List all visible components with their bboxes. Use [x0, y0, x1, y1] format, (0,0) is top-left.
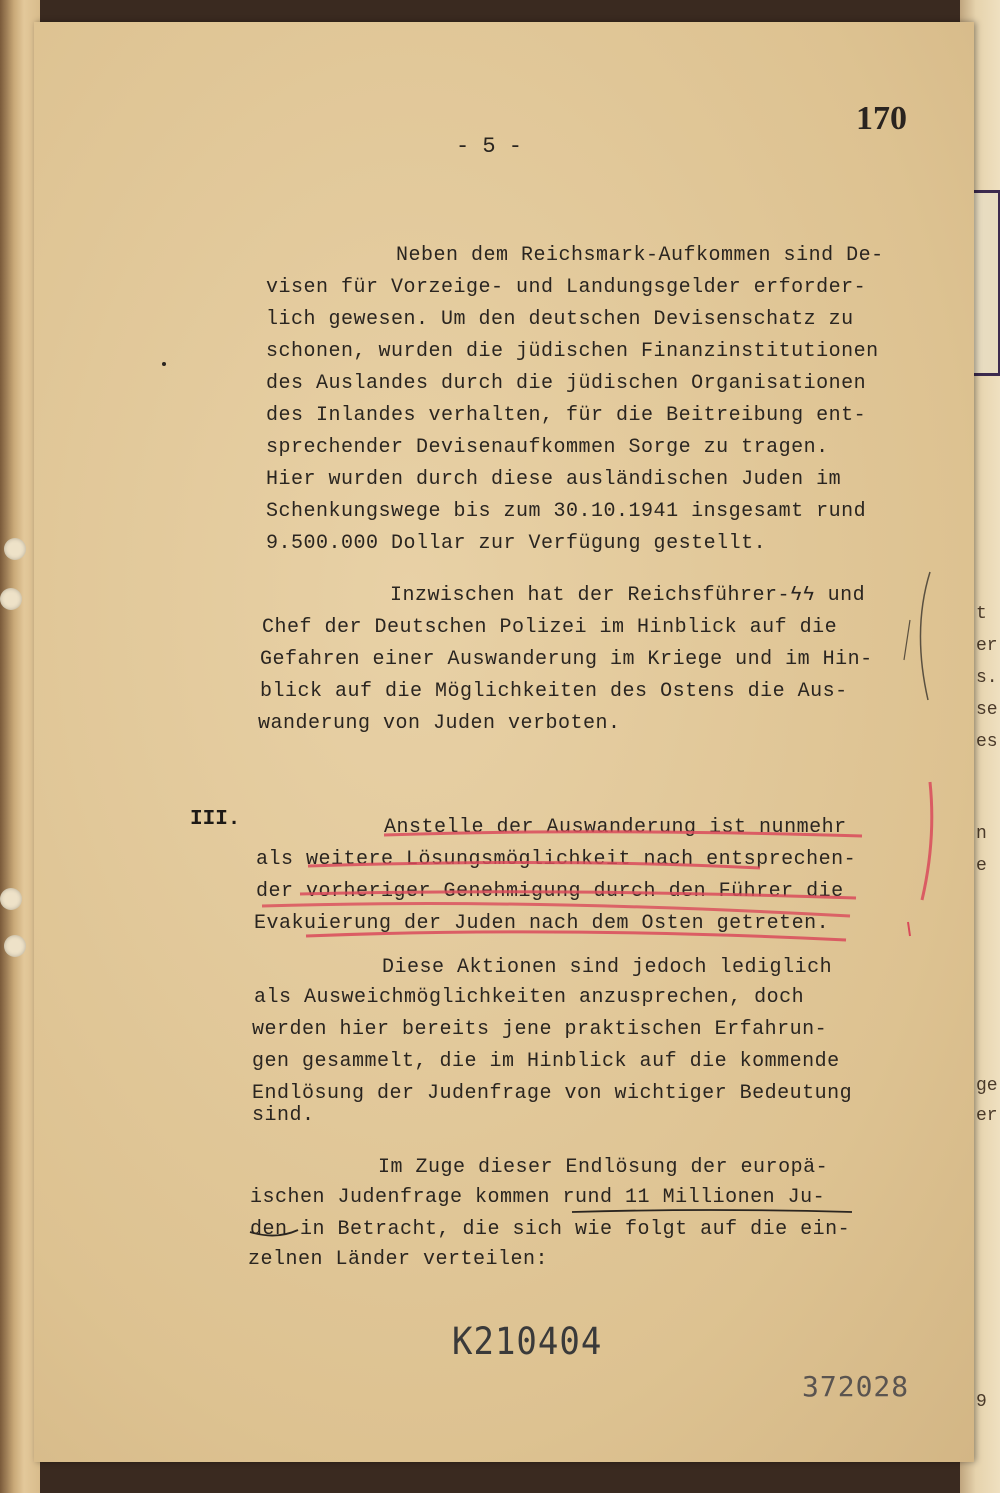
- text-line: Hier wurden durch diese ausländischen Juden im: [266, 468, 842, 491]
- next-page-fragment: er: [976, 1106, 998, 1126]
- stamp-code: K210404: [452, 1320, 603, 1364]
- text-line: sprechender Devisenaufkommen Sorge zu tragen.: [266, 436, 829, 459]
- text-line: Chef der Deutschen Polizei im Hinblick auf die: [262, 616, 838, 639]
- next-page-fragment: er: [976, 636, 998, 656]
- text-line: schonen, wurden die jüdischen Finanzinstitutionen: [266, 340, 879, 363]
- section-number: III.: [190, 808, 241, 831]
- text-line: Diese Aktionen sind jedoch lediglich: [382, 956, 833, 979]
- text-line: der vorheriger Genehmigung durch den Führer die: [256, 880, 844, 903]
- text-line: Inzwischen hat der Reichsführer-ϟϟ und: [390, 584, 866, 607]
- text-line: Schenkungswege bis zum 30.10.1941 insgesamt rund: [266, 500, 867, 523]
- text-line: visen für Vorzeige- und Landungsgelder erforder-: [266, 276, 867, 299]
- next-page-fragment: n: [976, 824, 987, 844]
- text-line: als Ausweichmöglichkeiten anzusprechen, doch: [254, 986, 805, 1009]
- text-line: ischen Judenfrage kommen rund 11 Millionen Ju-: [250, 1186, 826, 1209]
- text-line: Neben dem Reichsmark-Aufkommen sind De-: [396, 244, 884, 267]
- text-line: zelnen Länder verteilen:: [248, 1248, 549, 1271]
- text-line: gen gesammelt, die im Hinblick auf die kommende: [252, 1050, 840, 1073]
- text-line: Im Zuge dieser Endlösung der europä-: [378, 1156, 829, 1179]
- text-line: blick auf die Möglichkeiten des Ostens die Aus-: [260, 680, 848, 703]
- text-line: den in Betracht, die sich wie folgt auf die ein-: [250, 1218, 851, 1241]
- text-line: des Inlandes verhalten, für die Beitreibung ent-: [266, 404, 867, 427]
- text-line: sind.: [252, 1104, 315, 1127]
- text-line: als weitere Lösungsmöglichkeit nach entsprechen-: [256, 848, 857, 871]
- text-line: Anstelle der Auswanderung ist nunmehr: [384, 816, 847, 839]
- next-page-fragment: ge: [976, 1076, 998, 1096]
- punch-hole: [0, 588, 22, 610]
- text-line: 9.500.000 Dollar zur Verfügung gestellt.: [266, 532, 767, 555]
- text-line: Endlösung der Judenfrage von wichtiger Bedeutung: [252, 1082, 853, 1105]
- document-page: [34, 22, 974, 1462]
- next-page-fragment: e: [976, 856, 987, 876]
- punch-hole: [0, 888, 22, 910]
- page-marker: - 5 -: [456, 134, 523, 159]
- punch-hole: [4, 538, 26, 560]
- archive-number: 372028: [802, 1370, 910, 1403]
- next-page-fragment: s.: [976, 668, 998, 688]
- text-line: wanderung von Juden verboten.: [258, 712, 621, 735]
- text-line: des Auslandes durch die jüdischen Organisationen: [266, 372, 867, 395]
- text-line: Evakuierung der Juden nach dem Osten getreten.: [254, 912, 830, 935]
- punch-hole: [4, 935, 26, 957]
- next-page-fragment: 9: [976, 1392, 987, 1412]
- next-page-fragment: se: [976, 700, 998, 720]
- document-number: 170: [856, 100, 907, 137]
- next-page-fragment: es: [976, 732, 998, 752]
- text-line: werden hier bereits jene praktischen Erfahrun-: [252, 1018, 828, 1041]
- text-line: lich gewesen. Um den deutschen Devisenschatz zu: [266, 308, 854, 331]
- text-line: Gefahren einer Auswanderung im Kriege und im Hin-: [260, 648, 873, 671]
- next-page-fragment: t: [976, 604, 987, 624]
